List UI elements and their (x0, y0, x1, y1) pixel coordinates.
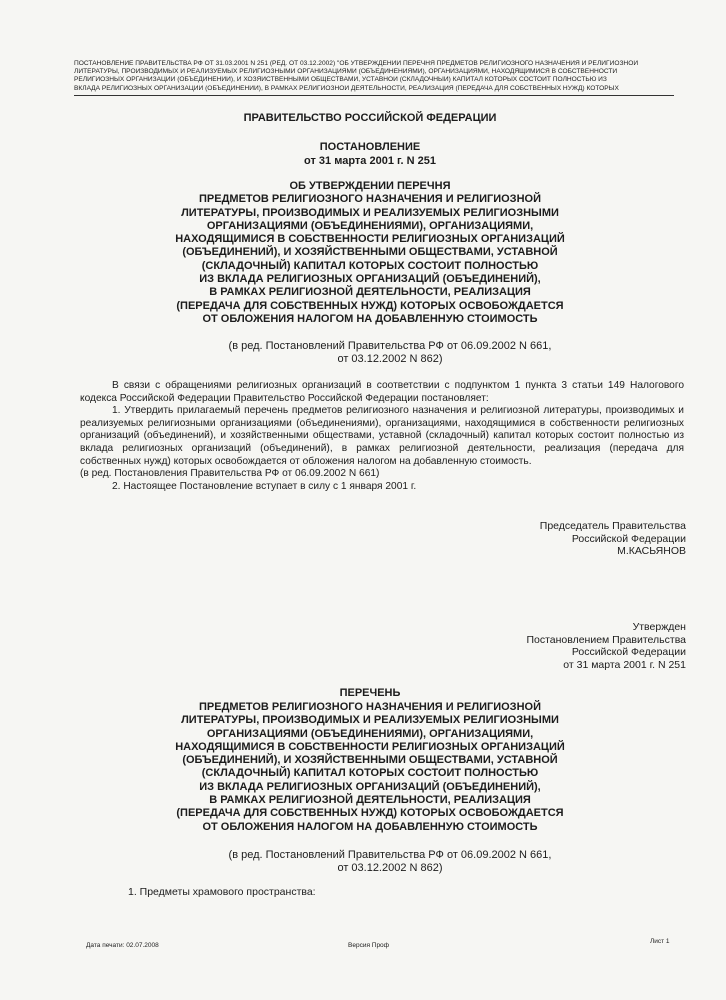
list-title-line: ПРЕДМЕТОВ РЕЛИГИОЗНОГО НАЗНАЧЕНИЯ И РЕЛИГИОЗНОЙ (199, 701, 541, 713)
signature-line: М.КАСЬЯНОВ (617, 545, 686, 558)
list-revision-note (130, 849, 650, 874)
list-title (90, 701, 650, 834)
running-header (74, 60, 674, 96)
signature-line: Российской Федерации (571, 532, 686, 545)
title-line: ОРГАНИЗАЦИЯМИ (ОБЪЕДИНЕНИЯМИ), ОРГАНИЗАЦИЯМИ, (206, 219, 534, 232)
list-title-line: ОРГАНИЗАЦИЯМИ (ОБЪЕДИНЕНИЯМИ), ОРГАНИЗАЦИЯМИ, (206, 727, 534, 740)
title-line: ЛИТЕРАТУРЫ, ПРОИЗВОДИМЫХ И РЕАЛИЗУЕМЫХ РЕЛИГИОЗНЫМИ (181, 206, 559, 219)
list-title-line: (ПЕРЕДАЧА ДЛЯ СОБСТВЕННЫХ НУЖД) КОТОРЫХ ОСВОБОЖДАЕТСЯ (176, 807, 564, 820)
approval-line: Утвержден (632, 621, 686, 633)
approval-line: Российской Федерации (571, 646, 686, 659)
title-line: (ОБЪЕДИНЕНИЙ), И ХОЗЯЙСТВЕННЫМИ ОБЩЕСТВАМИ, УСТАВНОЙ (182, 246, 558, 259)
list-item-1: 1. Предметы храмового пространства: (128, 886, 316, 898)
title-line: ПРЕДМЕТОВ РЕЛИГИОЗНОГО НАЗНАЧЕНИЯ И РЕЛИГИОЗНОЙ (199, 193, 541, 206)
approval-line: от 31 марта 2001 г. N 251 (563, 658, 686, 671)
print-date: Дата печати: 02.07.2008 (86, 942, 159, 949)
approval-line: Постановлением Правительства (526, 633, 686, 646)
body-paragraph: 2. Настоящее Постановление вступает в силу с 1 января 2001 г. (112, 480, 417, 492)
revision-line: (в ред. Постановлений Правительства РФ от 06.09.2002 N 661, (228, 849, 552, 861)
version-label: Версия Проф (348, 942, 390, 949)
list-title-line: ИЗ ВКЛАДА РЕЛИГИОЗНЫХ ОРГАНИЗАЦИЙ (ОБЪЕДИНЕНИЙ), (199, 780, 541, 793)
approval-block (526, 621, 686, 671)
list-title-line: ОТ ОБЛОЖЕНИЯ НАЛОГОМ НА ДОБАВЛЕННУЮ СТОИМОСТЬ (202, 820, 538, 833)
list-heading: ПЕРЕЧЕНЬ (339, 687, 401, 699)
header-line: РЕЛИГИОЗНЫХ ОРГАНИЗАЦИЙ (ОБЪЕДИНЕНИЙ), И ХОЗЯЙСТВЕННЫМИ ОБЩЕСТВАМИ, УСТАВНОЙ (СКЛАДОЧНЫЙ) КАПИТАЛ КОТОРЫХ СОСТОИТ ПОЛНОСТЬЮ ИЗ (74, 76, 607, 84)
header-line: ПОСТАНОВЛЕНИЕ ПРАВИТЕЛЬСТВА РФ ОТ 31.03.2001 N 251 (РЕД. ОТ 03.12.2002) "ОБ УТВЕРЖДЕНИИ ПЕРЕЧНЯ ПРЕДМЕТОВ РЕЛИГИОЗНОГО НАЗНАЧЕНИЯ И РЕЛИГИОЗНОЙ (74, 60, 639, 67)
decree-date: от 31 марта 2001 г. N 251 (304, 155, 436, 167)
body-paragraph: В связи с обращениями религиозных организаций в соответствии с подпунктом 1 пункта 3 статьи 149 Налогового кодекса Российской Федерации Правительство Российской Федерации постановляет: (80, 380, 684, 404)
title-line: (СКЛАДОЧНЫЙ) КАПИТАЛ КОТОРЫХ СОСТОИТ ПОЛНОСТЬЮ (201, 259, 539, 272)
revision-note (130, 340, 650, 365)
list-title-line: (СКЛАДОЧНЫЙ) КАПИТАЛ КОТОРЫХ СОСТОИТ ПОЛНОСТЬЮ (201, 767, 539, 780)
body-paragraph: 1. Утвердить прилагаемый перечень предметов религиозного назначения и религиозной литературы, производимых и реализуемых религиозными организациями (объединениями), организациями, находящимися в собственности религиозных организаций (объединений), и хозяйственными обществами, уставной (складочный) капитал которых состоит полностью из вклада религиозных организаций (объединений), в рамках религиозной деятельности, реализация (передача для собственных нужд) которых освобождается от обложения налогом на добавленную стоимость. (80, 405, 684, 467)
list-title-line: ЛИТЕРАТУРЫ, ПРОИЗВОДИМЫХ И РЕАЛИЗУЕМЫХ РЕЛИГИОЗНЫМИ (181, 714, 559, 727)
title-line: ОТ ОБЛОЖЕНИЯ НАЛОГОМ НА ДОБАВЛЕННУЮ СТОИМОСТЬ (202, 312, 538, 325)
header-line: ВКЛАДА РЕЛИГИОЗНЫХ ОРГАНИЗАЦИЙ (ОБЪЕДИНЕНИЙ), В РАМКАХ РЕЛИГИОЗНОЙ ДЕЯТЕЛЬНОСТИ, РЕАЛИЗАЦИЯ (ПЕРЕДАЧА ДЛЯ СОБСТВЕННЫХ НУЖД) КОТОРЫХ (74, 84, 619, 92)
revision-line: от 03.12.2002 N 862) (337, 352, 443, 365)
government-name: ПРАВИТЕЛЬСТВО РОССИЙСКОЙ ФЕДЕРАЦИИ (243, 112, 497, 124)
title-line: ИЗ ВКЛАДА РЕЛИГИОЗНЫХ ОРГАНИЗАЦИЙ (ОБЪЕДИНЕНИЙ), (199, 273, 541, 286)
decree-body (80, 380, 684, 493)
list-title-line: В РАМКАХ РЕЛИГИОЗНОЙ ДЕЯТЕЛЬНОСТИ, РЕАЛИЗАЦИЯ (209, 794, 531, 807)
body-revision: (в ред. Постановления Правительства РФ от 06.09.2002 N 661) (80, 468, 380, 480)
decree-type: ПОСТАНОВЛЕНИЕ (319, 141, 421, 153)
title-line: В РАМКАХ РЕЛИГИОЗНОЙ ДЕЯТЕЛЬНОСТИ, РЕАЛИЗАЦИЯ (209, 286, 531, 299)
decree-title (90, 180, 650, 326)
signature-block (540, 520, 686, 558)
header-line: ЛИТЕРАТУРЫ, ПРОИЗВОДИМЫХ И РЕАЛИЗУЕМЫХ РЕЛИГИОЗНЫМИ ОРГАНИЗАЦИЯМИ (ОБЪЕДИНЕНИЯМИ), ОРГАНИЗАЦИЯМИ, НАХОДЯЩИМИСЯ В СОБСТВЕННОСТИ (74, 68, 618, 76)
title-line: НАХОДЯЩИМИСЯ В СОБСТВЕННОСТИ РЕЛИГИОЗНЫХ ОРГАНИЗАЦИЙ (175, 233, 565, 246)
title-line: ОБ УТВЕРЖДЕНИИ ПЕРЕЧНЯ (289, 180, 451, 192)
title-line: (ПЕРЕДАЧА ДЛЯ СОБСТВЕННЫХ НУЖД) КОТОРЫХ ОСВОБОЖДАЕТСЯ (176, 299, 564, 312)
revision-line: от 03.12.2002 N 862) (337, 861, 443, 874)
list-title-line: НАХОДЯЩИМИСЯ В СОБСТВЕННОСТИ РЕЛИГИОЗНЫХ ОРГАНИЗАЦИЙ (175, 740, 565, 753)
revision-line: (в ред. Постановлений Правительства РФ от 06.09.2002 N 661, (228, 340, 552, 352)
sheet-number: Лист 1 (650, 938, 670, 945)
list-title-line: (ОБЪЕДИНЕНИЙ), И ХОЗЯЙСТВЕННЫМИ ОБЩЕСТВАМИ, УСТАВНОЙ (182, 754, 558, 767)
signature-line: Председатель Правительства (539, 520, 686, 532)
